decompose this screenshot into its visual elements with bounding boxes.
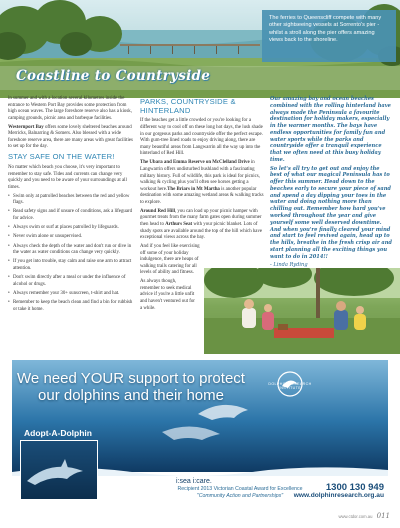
picnic-scene-graphic: [204, 268, 400, 354]
park-photo: [204, 268, 400, 354]
photo-caption: The ferries to Queenscliff compete with many other sightseeing vessels at Sorrento's pier - whilst a stroll along the pier offers amazing views back to the shoreline.: [262, 10, 396, 62]
safety-tips-list: [8, 194, 134, 314]
list-item: • Swim only at patrolled beaches between the red and yellow flags.: [8, 194, 134, 207]
parks-heading: PARKS, COUNTRYSIDE & HINTERLAND: [140, 97, 236, 115]
briars-text: is another popular destination with some amazing wetland areas & walking tracks to explore.: [140, 186, 264, 205]
parks-paragraph-1: If the beaches get a little crowded or you're looking for a different way to cool off on these long hot days, the lush shade in our gorgeous parks and countryside offer the perfect escape. With gum-tree lined roads to enjoy driving along, there are many beautiful areas from Langwarrin all the way up into the hinterland of Red Hill.: [140, 118, 263, 157]
list-item: • Read safety signs and if unsure of conditions, ask a lifeguard for advice.: [8, 209, 134, 222]
dolphin-photo: [20, 440, 98, 500]
editor-signature: - Linda Ryding: [270, 262, 308, 269]
list-item: • Remember to keep the beach clean and find a bin for rubbish or take it home.: [8, 300, 134, 313]
ad-phone-number[interactable]: 1300 130 949: [325, 482, 384, 493]
page-footer: [338, 512, 390, 520]
editor-note-paragraph-1: Our amazing bay and ocean beaches combined with the rolling hinterland have always made the Peninsula a favourite destination for holiday makers, especially in the warmer months. The bays have endless opportunities for family fun and water sports while the parks and countryside offer a tranquil experience that we often need at this busy holiday time.: [270, 96, 391, 163]
westernport-lead: Westernport Bay: [8, 124, 44, 130]
award-line-2: "Community Action and Partnerships": [196, 492, 284, 499]
editor-note: [270, 96, 392, 271]
list-item: • Always check the depth of the water and don't run or dive in the water as water conditions can change very quickly.: [8, 244, 134, 257]
list-item: • If you get into trouble, stay calm and raise one arm to attract attention.: [8, 259, 134, 272]
adopt-a-dolphin-label[interactable]: Adopt-A-Dolphin: [24, 428, 92, 438]
dolphin-icon: [21, 441, 98, 500]
westernport-text: offers some lovely sheltered beaches around Merricks, Balnarring & Somers. Also blessed with a wide foreshore reserve area, there are many areas with great facilities to set up for the day.: [8, 124, 133, 150]
safety-intro: No matter which beach you choose, it's very important to remember to stay safe. Tides and currents can change very quickly and you need to be aware of your surroundings at all times.: [8, 164, 127, 190]
page-number: 011: [376, 512, 390, 520]
westernport-paragraph: [8, 125, 134, 151]
ad-headline: We need YOUR support to protect our dolphins and their home: [17, 370, 245, 405]
award-text: [100, 486, 380, 500]
ubara-reserve-lead: The Ubara and Emma Reserve on McClelland Drive: [140, 160, 250, 166]
parks-paragraph-4: And if you feel like exercising off some of your holiday indulgence, there are heaps of walking trails catering for all levels of ability and fitness.: [140, 243, 200, 276]
parks-paragraph-3: [140, 209, 264, 242]
parks-paragraph-5: As always though, remember to seek medical advice if you're a little unfit and haven't ventured out for a while.: [140, 279, 195, 311]
red-hill-lead: Around Red Hill: [140, 208, 175, 214]
section-title: Coastline to Countryside: [16, 68, 211, 84]
safety-heading: STAY SAFE ON THE WATER!: [8, 152, 115, 162]
dolphin-research-logo: DOLPHIN RESEARCH INSTITUTE: [268, 382, 312, 390]
red-hill-text: , you can load up your picnic hamper with gourmet treats from the many farm gates open during summer then head to: [140, 208, 262, 227]
ad-website-link[interactable]: www.dolphinresearch.org.au: [293, 492, 384, 499]
ubara-reserve-text: in Langwarrin offers undisturbed bushland with a fascinating military history. Full of wildlife, this park is ideal for picnics, walking & cycling plus you'll often see horses getting a workout here.: [140, 160, 260, 192]
list-item: • Don't swim directly after a meal or under the influence of alcohol or drugs.: [8, 275, 134, 288]
parks-paragraph-2: [140, 160, 264, 206]
intro-paragraph: in summer and with a location several kilometres inside the entrance to Western Port Bay provides some protection from high ocean waves. The large foreshore reserve also has a kiosk, camping grounds, picnic area and barbeque facilities.: [8, 96, 132, 121]
arthurs-seat-text: with your picnic blanket. Lots of shady spots are available around the top of the hill which have exceptional views across the bay.: [140, 221, 263, 241]
isea-icare-tagline: i:sea i:care.: [176, 478, 212, 485]
list-item: • Always remember your 30+ sunscreen, t-shirt and hat.: [8, 291, 134, 298]
award-line-1: Recipient 2013 Victorian Coastal Award for Excellence: [177, 486, 303, 492]
arthurs-seat-lead: Arthurs Seat: [165, 221, 193, 227]
list-item: • Always swim or surf at places patrolled by lifeguards.: [8, 225, 134, 232]
briars-lead: The Briars in Mt Martha: [167, 186, 220, 192]
footer-url[interactable]: www.ctdor.com.au: [338, 514, 373, 519]
hero-image: [0, 0, 400, 98]
column-beaches: [8, 96, 134, 316]
list-item: • Never swim alone or unsupervised.: [8, 234, 134, 241]
editor-note-paragraph-2: So let's all try to get out and enjoy the best of what our magical Peninsula has to offer this summer. Head down to the beaches early to secure your piece of sand and spend a day dipping your toes in the water and doing nothing more than chilling out. Remember how hard you've worked throughout the year and give yourself some well deserved downtime. And when you're finally cleared your mind and start to feel revived again, head up to the hills, breathe in the fresh crisp air and start planning all the exciting things you want to do in 2014!!: [270, 165, 392, 260]
